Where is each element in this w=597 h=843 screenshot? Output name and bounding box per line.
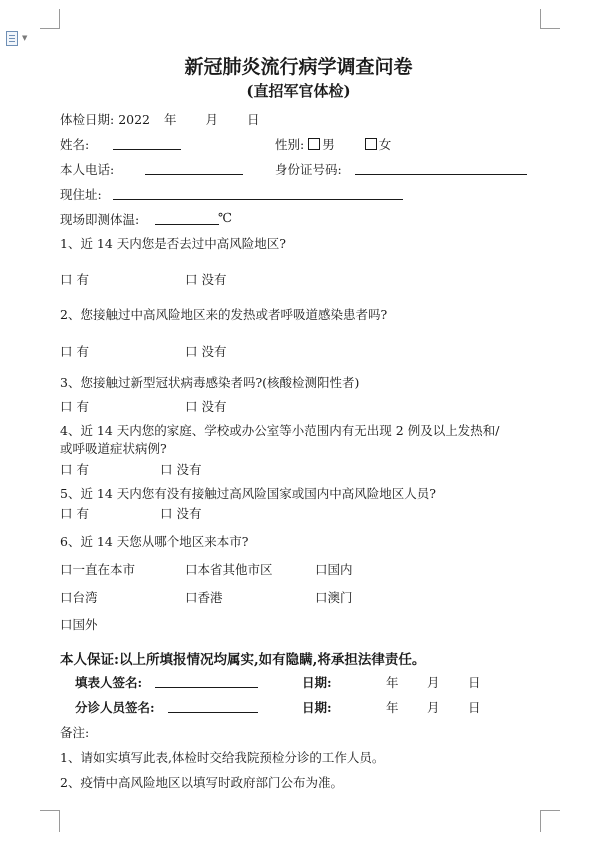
id-number-field[interactable]: [355, 174, 527, 175]
phone-label: 本人电话:: [60, 162, 115, 177]
year-label: 年: [164, 112, 177, 127]
name-field[interactable]: [113, 149, 181, 150]
crop-mark-bottom-left-v: [59, 810, 60, 832]
temperature-unit: ℃: [218, 210, 232, 225]
chevron-down-icon[interactable]: ▼: [22, 34, 28, 42]
question-4-line-2: 或呼吸道症状病例?: [60, 441, 167, 456]
signer-label: 填表人签名:: [75, 675, 143, 690]
exam-date-label: 体检日期:: [60, 112, 115, 127]
name-label: 姓名:: [60, 137, 90, 152]
gender-row: [275, 135, 391, 153]
id-label: 身份证号码:: [275, 162, 342, 177]
pledge-statement: 本人保证:以上所填报情况均属实,如有隐瞒,将承担法律责任。: [60, 652, 426, 668]
document-subtitle: (直招军官体检): [246, 82, 351, 100]
question-6: 6、近 14 天您从哪个地区来本市?: [60, 534, 249, 549]
doctor-month-label: 月: [427, 700, 440, 715]
notes-heading: 备注:: [60, 725, 90, 740]
crop-mark-bottom-left-h: [40, 810, 60, 811]
month-label: 月: [205, 112, 219, 127]
q1-option-no[interactable]: 口 没有: [185, 272, 227, 287]
q1-option-yes[interactable]: 口 有: [60, 272, 89, 287]
q4-option-no[interactable]: 口 没有: [160, 462, 202, 477]
address-label: 现住址:: [60, 187, 102, 202]
gender-male-label: 男: [322, 137, 335, 152]
document-icon[interactable]: [6, 31, 18, 46]
q3-option-yes[interactable]: 口 有: [60, 399, 89, 414]
question-1: 1、近 14 天内您是否去过中高风险地区?: [60, 236, 287, 251]
q6-option-macau[interactable]: 口澳门: [315, 590, 353, 605]
temperature-label: 现场即测体温:: [60, 212, 140, 227]
q5-option-no[interactable]: 口 没有: [160, 506, 202, 521]
q5-option-yes[interactable]: 口 有: [60, 506, 89, 521]
note-item: 2、疫情中高风险地区以填写时政府部门公布为准。: [60, 775, 343, 790]
doctor-signature-field[interactable]: [168, 712, 258, 713]
signer-month-label: 月: [427, 675, 440, 690]
doctor-date-label: 日期:: [302, 700, 332, 715]
q4-option-yes[interactable]: 口 有: [60, 462, 89, 477]
crop-mark-bottom-right-v: [540, 810, 541, 832]
crop-mark-bottom-right-h: [540, 810, 560, 811]
q2-option-yes[interactable]: 口 有: [60, 344, 89, 359]
question-5: 5、近 14 天内您有没有接触过高风险国家或国内中高风险地区人员?: [60, 486, 437, 501]
signer-day-label: 日: [468, 675, 481, 690]
q6-option-local[interactable]: 口一直在本市: [60, 562, 136, 577]
doctor-day-label: 日: [468, 700, 481, 715]
day-label: 日: [247, 112, 260, 127]
phone-field[interactable]: [145, 174, 243, 175]
doctor-label: 分诊人员签名:: [75, 700, 155, 715]
gender-female-checkbox[interactable]: [365, 138, 377, 150]
address-field[interactable]: [113, 199, 403, 200]
q6-option-hongkong[interactable]: 口香港: [185, 590, 223, 605]
q2-option-no[interactable]: 口 没有: [185, 344, 227, 359]
crop-mark-top-right-h: [540, 28, 560, 29]
question-4-line-1: 4、近 14 天内您的家庭、学校或办公室等小范围内有无出现 2 例及以上发热和/: [60, 423, 500, 438]
doctor-year-label: 年: [386, 700, 399, 715]
gender-male-checkbox[interactable]: [308, 138, 320, 150]
q6-option-domestic[interactable]: 口国内: [315, 562, 353, 577]
crop-mark-top-left-h: [40, 28, 60, 29]
signer-date-label: 日期:: [302, 675, 332, 690]
crop-mark-top-right-v: [540, 9, 541, 29]
question-2: 2、您接触过中高风险地区来的发热或者呼吸道感染患者吗?: [60, 307, 388, 322]
exam-date-year: 2022: [118, 112, 151, 127]
crop-mark-top-left-v: [59, 9, 60, 29]
q6-option-taiwan[interactable]: 口台湾: [60, 590, 98, 605]
q6-option-abroad[interactable]: 口国外: [60, 617, 98, 632]
question-3: 3、您接触过新型冠状病毒感染者吗?(核酸检测阳性者): [60, 375, 360, 390]
temperature-field[interactable]: [155, 224, 219, 225]
gender-female-label: 女: [378, 137, 392, 152]
signer-year-label: 年: [386, 675, 399, 690]
gender-label: 性别:: [275, 137, 305, 152]
signer-signature-field[interactable]: [155, 687, 258, 688]
document-title: 新冠肺炎流行病学调查问卷: [184, 56, 413, 78]
note-item: 1、请如实填写此表,体检时交给我院预检分诊的工作人员。: [60, 750, 385, 765]
q3-option-no[interactable]: 口 没有: [185, 399, 227, 414]
exam-date-row: [60, 110, 260, 128]
q6-option-province[interactable]: 口本省其他市区: [185, 562, 273, 577]
